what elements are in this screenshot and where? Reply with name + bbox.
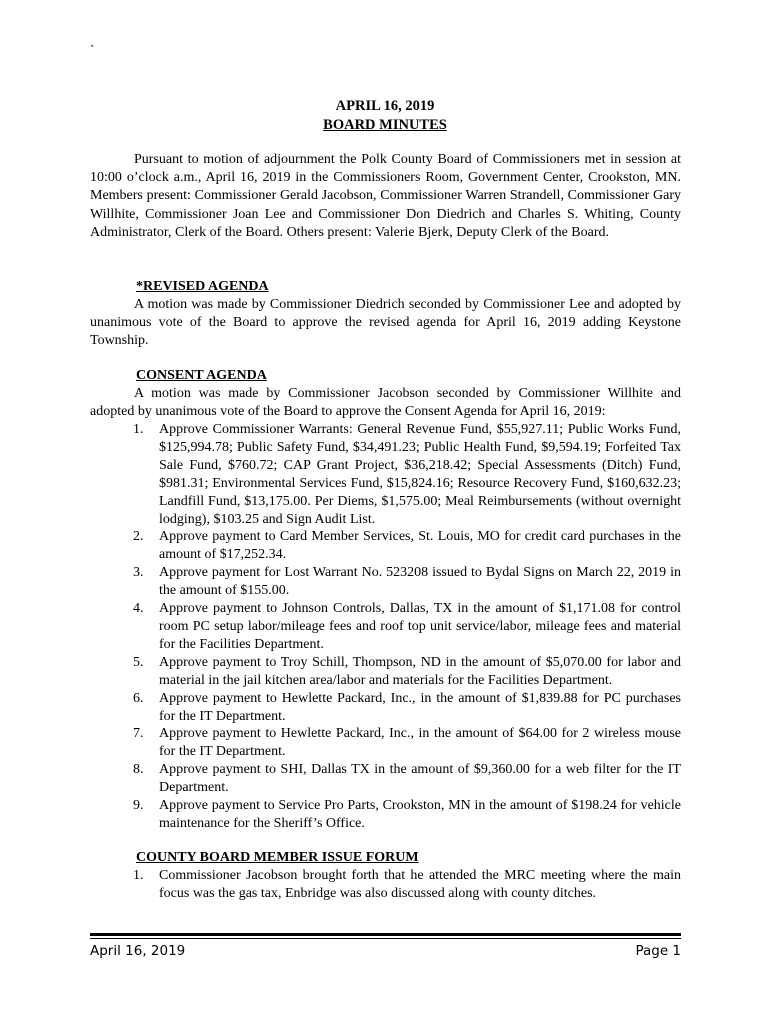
list-item (133, 528, 681, 564)
list-item-number: 4. (133, 601, 144, 617)
list-item-text: Approve payment to Troy Schill, Thompson, ND in the amount of $5,070.00 for labor and material in the jail kitchen area/labor and materials for the Facilities Department. (159, 654, 681, 688)
forum-heading: COUNTY BOARD MEMBER ISSUE FORUM (136, 850, 419, 865)
list-item (133, 564, 681, 600)
list-item (133, 761, 681, 797)
list-item-text: Approve Commissioner Warrants: General Revenue Fund, $55,927.11; Public Works Fund, $125,994.78; Public Safety Fund, $34,491.23; Public Health Fund, $9,594.19; Forfeited Tax Sale Fund, $760.72; CAP Grant Project, $36,218.42; Special Assessments (Ditch) Fund, $981.31; Environmental Services Fund, $15,824.16; Resource Recovery Fund, $160,632.23; Landfill Fund, $13,175.00. Per Diems, $1,575.00; Meal Reimbursements (without overnight lodging), $103.25 and Sign Audit List. (159, 422, 681, 527)
list-item-text: Approve payment to SHI, Dallas TX in the amount of $9,360.00 for a web filter for the IT Department. (159, 762, 681, 796)
list-item-number: 8. (133, 762, 144, 778)
list-item-number: 9. (133, 798, 144, 814)
list-item (133, 725, 681, 761)
list-item (133, 867, 681, 903)
list-item-text: Approve payment to Hewlette Packard, Inc., in the amount of $64.00 for 2 wireless mouse for the IT Department. (159, 726, 681, 760)
footer-divider (90, 933, 681, 936)
list-item-text: Approve payment to Card Member Services, St. Louis, MO for credit card purchases in the amount of $17,252.34. (159, 529, 681, 563)
list-item (133, 421, 681, 528)
footer-date: April 16, 2019 (90, 943, 186, 959)
list-item (133, 690, 681, 726)
stray-mark: ` (90, 42, 95, 57)
list-item (133, 600, 681, 654)
list-item (133, 654, 681, 690)
list-item-number: 1. (133, 868, 144, 883)
list-item-text: Approve payment to Service Pro Parts, Crookston, MN in the amount of $198.24 for vehicle maintenance for the Sheriff’s Office. (159, 798, 681, 831)
page-number: Page 1 (635, 943, 681, 959)
revised-agenda-heading: *REVISED AGENDA (136, 279, 269, 294)
list-item (133, 797, 681, 833)
list-item-text: Approve payment for Lost Warrant No. 523208 issued to Bydal Signs on March 22, 2019 in the amount of $155.00. (159, 565, 681, 599)
consent-agenda-heading: CONSENT AGENDA (136, 368, 267, 383)
list-item-number: 5. (133, 654, 144, 670)
list-item-number: 2. (133, 529, 144, 545)
revised-agenda-text: A motion was made by Commissioner Diedrich seconded by Commissioner Lee and adopted by unanimous vote of the Board to approve the revised agenda for April 16, 2019 adding Keystone Township. (90, 297, 681, 349)
document-date: APRIL 16, 2019 (335, 98, 435, 114)
list-item-number: 6. (133, 690, 144, 706)
list-item-text: Approve payment to Johnson Controls, Dallas, TX in the amount of $1,171.08 for control room PC setup labor/mileage fees and roof top unit service/labor, mileage fees and material for the Facilities Department. (159, 601, 681, 652)
list-item-text: Approve payment to Hewlette Packard, Inc., in the amount of $1,839.88 for PC purchases for the IT Department. (159, 690, 681, 724)
list-item-number: 7. (133, 726, 144, 742)
document-title: BOARD MINUTES (323, 117, 447, 133)
consent-agenda-list (133, 421, 681, 833)
forum-list (133, 867, 681, 903)
list-item-text: Commissioner Jacobson brought forth that he attended the MRC meeting where the main focus was the gas tax, Enbridge was also discussed along with county ditches. (159, 868, 681, 901)
intro-paragraph: Pursuant to motion of adjournment the Polk County Board of Commissioners met in session at 10:00 o’clock a.m., April 16, 2019 in the Commissioners Room, Government Center, Crookston, MN. Members present: Commissioner Gerald Jacobson, Commissioner Warren Strandell, Commissioner Gary Willhite, Commissioner Joan Lee and Commissioner Don Diedrich and Charles S. Whiting, County Administrator, Clerk of the Board. Others present: Valerie Bjerk, Deputy Clerk of the Board. (90, 152, 681, 240)
page-footer (90, 943, 681, 959)
list-item-number: 1. (133, 422, 144, 437)
list-item-number: 3. (133, 565, 144, 581)
footer-divider-thin (90, 938, 681, 939)
consent-agenda-text: A motion was made by Commissioner Jacobson seconded by Commissioner Willhite and adopted by unanimous vote of the Board to approve the Consent Agenda for April 16, 2019: (90, 386, 681, 420)
